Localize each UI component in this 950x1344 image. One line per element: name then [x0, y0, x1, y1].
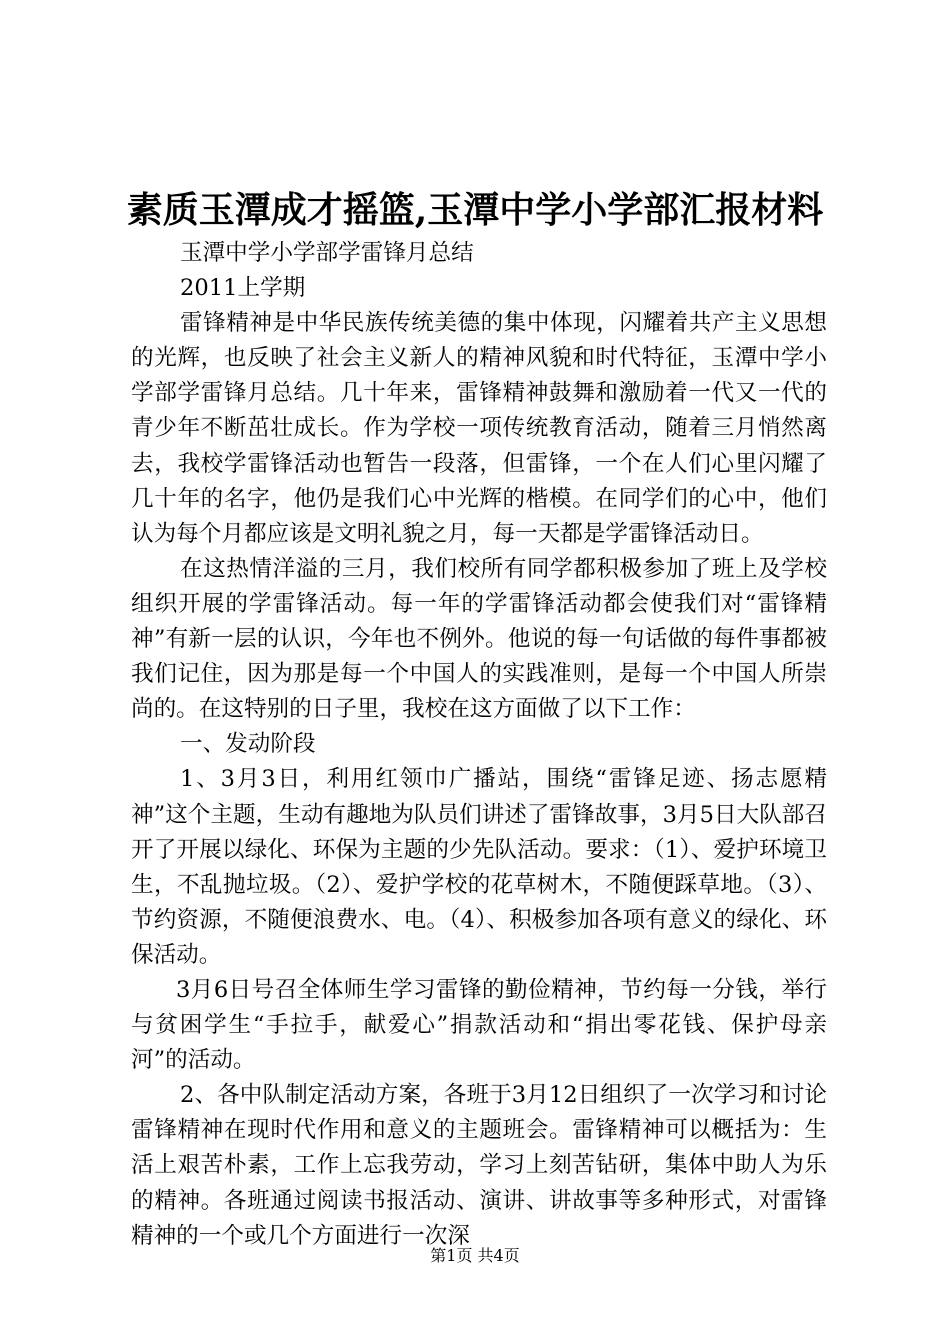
page-number: 第1页 共4页	[430, 1246, 520, 1265]
section-heading: 一、发动阶段	[180, 731, 316, 758]
body-paragraph: 雷锋精神是中华民族传统美德的集中体现，闪耀着共产主义思想的光辉，也反映了社会主义新人的精神风貌和时代特征，玉潭中学小学部学雷锋月总结。几十年来，雷锋精神鼓舞和激励着一代又一代的青少年不断茁壮成长。作为学校一项传统教育活动，随着三月悄然离去，我校学雷锋活动也暂告一段落，但雷锋，一个在人们心里闪耀了几十年的名字，他仍是我们心中光辉的楷模。在同学们的心中，他们认为每个月都应该是文明礼貌之月，每一天都是学雷锋活动日。	[131, 310, 827, 547]
body-paragraph: 2、各中队制定活动方案，各班于3月12日组织了一次学习和讨论雷锋精神在现时代作用和意义的主题班会。雷锋精神可以概括为：生活上艰苦朴素，工作上忘我劳动，学习上刻苦钻研，集体中助人为乐的精神。各班通过阅读书报活动、演讲、讲故事等多种形式，对雷锋精神的一个或几个方面进行一次深	[131, 1082, 827, 1249]
document-body	[131, 236, 827, 1254]
body-paragraph: 3月6日号召全体师生学习雷锋的勤俭精神，节约每一分钱，举行与贫困学生“手拉手，献爱心”捐款活动和“捐出零花钱、保护母亲河”的活动。	[131, 976, 827, 1074]
subtitle-line: 玉潭中学小学部学雷锋月总结	[180, 240, 474, 266]
body-paragraph: 1、3月3日，利用红领巾广播站，围绕“雷锋足迹、扬志愿精神”这个主题，生动有趣地为队员们讲述了雷锋故事，3月5日大队部召开了开展以绿化、环保为主题的少先队活动。要求：（1）、爱护环境卫生，不乱抛垃圾。（2）、爱护学校的花草树木，不随便踩草地。（3）、节约资源，不随便浪费水、电。（4）、积极参加各项有意义的绿化、环保活动。	[131, 766, 827, 968]
term-line: 2011上学期	[180, 275, 306, 302]
body-paragraph: 在这热情洋溢的三月，我们校所有同学都积极参加了班上及学校组织开展的学雷锋活动。每一年的学雷锋活动都会使我们对“雷锋精神”有新一层的认识，今年也不例外。他说的每一句话做的每件事都被我们记住，因为那是每一个中国人的实践准则，是每一个中国人所崇尚的。在这特别的日子里，我校在这方面做了以下工作：	[131, 555, 827, 723]
document-title: 素质玉潭成才摇篮,玉潭中学小学部汇报材料	[126, 189, 824, 231]
